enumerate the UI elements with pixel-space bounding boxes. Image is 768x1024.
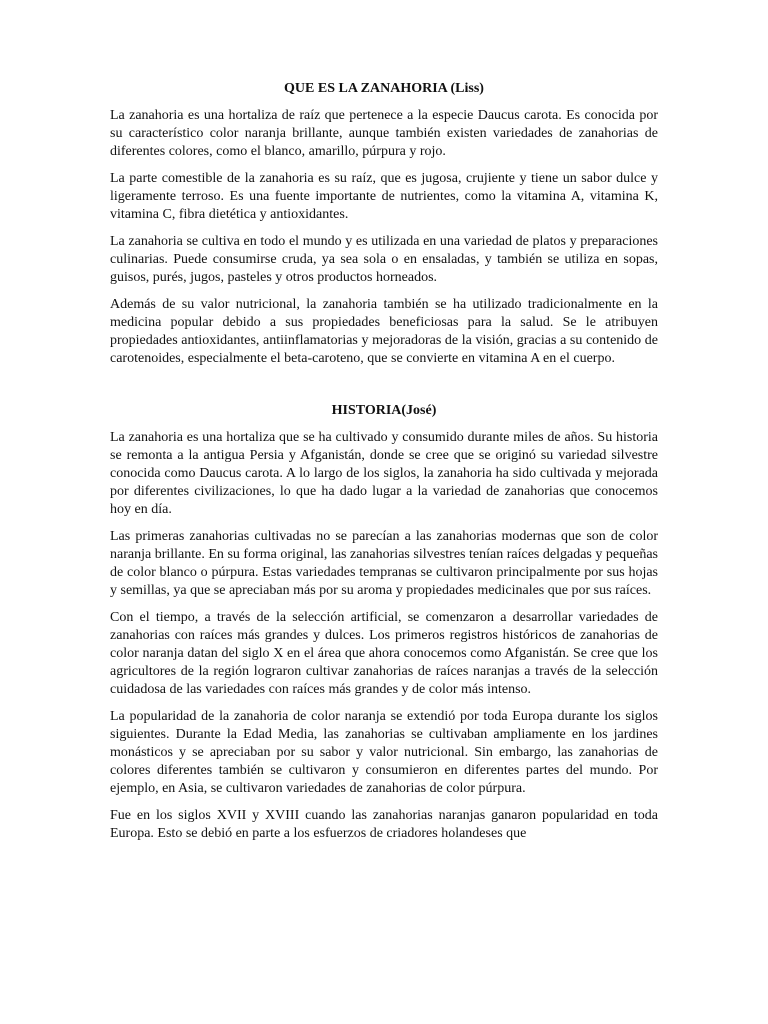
section-heading: QUE ES LA ZANAHORIA (Liss)	[284, 81, 484, 96]
paragraph: La zanahoria es una hortaliza que se ha cultivado y consumido durante miles de años. Su historia se remonta a la antigua Persia y Afganistán, donde se cree que se originó su variedad silvestre conocida como Daucus carota. A lo largo de los siglos, la zanahoria ha sido cultivada y mejorada por diferentes civilizaciones, lo que ha dado lugar a la variedad de zanahorias que conocemos hoy en día.	[110, 430, 658, 517]
paragraph: La popularidad de la zanahoria de color naranja se extendió por toda Europa durante los siglos siguientes. Durante la Edad Media, las zanahorias se cultivaban ampliamente en los jardines monásticos y se apreciaban por su sabor y valor nutricional. Sin embargo, las zanahorias de colores diferentes también se cultivaron y consumieron en diferentes partes del mundo. Por ejemplo, en Asia, se cultivaron variedades de zanahorias de color púrpura.	[110, 709, 658, 796]
paragraph: Fue en los siglos XVII y XVIII cuando las zanahorias naranjas ganaron popularidad en toda Europa. Esto se debió en parte a los esfuerzos de criadores holandeses que	[110, 808, 658, 841]
section-spacer	[110, 377, 658, 402]
paragraph: Con el tiempo, a través de la selección artificial, se comenzaron a desarrollar variedades de zanahorias con raíces más grandes y dulces. Los primeros registros históricos de zanahorias de color naranja datan del siglo X en el área que ahora conocemos como Afganistán. Se cree que los agricultores de la región lograron cultivar zanahorias de raíces naranjas a través de la selección cuidadosa de las variedades con raíces más grandes y de color más intenso.	[110, 610, 658, 697]
section-que-es	[110, 80, 658, 368]
paragraph: Las primeras zanahorias cultivadas no se parecían a las zanahorias modernas que son de color naranja brillante. En su forma original, las zanahorias silvestres tenían raíces delgadas y pequeñas de color blanco o púrpura. Estas variedades tempranas se cultivaron principalmente por sus hojas y semillas, ya que se apreciaban más por su aroma y propiedades medicinales que por sus raíces.	[110, 529, 658, 598]
section-heading: HISTORIA(José)	[331, 403, 437, 418]
paragraph: La zanahoria se cultiva en todo el mundo y es utilizada en una variedad de platos y preparaciones culinarias. Puede consumirse cruda, ya sea sola o en ensaladas, y también se utiliza en sopas, guisos, purés, jugos, pasteles y otros productos horneados.	[110, 234, 658, 285]
paragraph: Además de su valor nutricional, la zanahoria también se ha utilizado tradicionalmente en la medicina popular debido a sus propiedades beneficiosas para la salud. Se le atribuyen propiedades antioxidantes, antiinflamatorias y mejoradoras de la visión, gracias a su contenido de carotenoides, especialmente el beta-caroteno, que se convierte en vitamina A en el cuerpo.	[110, 297, 658, 366]
section-historia	[110, 402, 658, 843]
paragraph: La zanahoria es una hortaliza de raíz que pertenece a la especie Daucus carota. Es conocida por su característico color naranja brillante, aunque también existen variedades de zanahorias de diferentes colores, como el blanco, amarillo, púrpura y rojo.	[110, 108, 658, 159]
paragraph: La parte comestible de la zanahoria es su raíz, que es jugosa, crujiente y tiene un sabor dulce y ligeramente terroso. Es una fuente importante de nutrientes, como la vitamina A, vitamina K, vitamina C, fibra dietética y antioxidantes.	[110, 171, 658, 222]
